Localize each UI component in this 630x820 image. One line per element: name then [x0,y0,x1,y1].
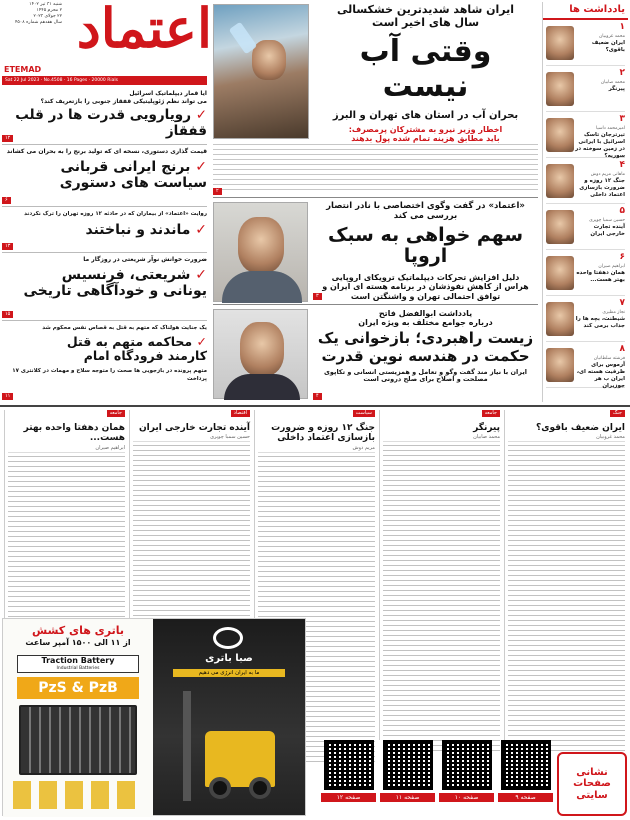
author-avatar [546,302,574,336]
headline-title-text: ماندند و نباختند [85,222,191,238]
story3-photo [213,309,308,399]
story3-kicker: یادداشت ابوالفضل فاتح [378,309,473,318]
note-number: ۱ [619,21,625,32]
note-number: ۲ [619,67,625,78]
left-headline-item[interactable] [2,210,207,250]
note-item[interactable] [546,114,625,158]
notes-sidebar [542,2,628,402]
author-avatar [546,26,574,60]
divider [2,252,207,253]
headline-title-text: رویارویی قدرت ها در قلب قفقاز [15,107,207,139]
qr-code [383,740,433,790]
article-author: محمد صابیان [383,433,500,442]
headline-title-text: برنج ایرانی قربانی سیاست های دستوری [59,159,207,192]
story2-deck: هراس از کاهش نفوذشان در برنامه هسته ای ایران و [322,282,529,292]
ad-models: PzS & PzB [17,677,139,699]
note-title: آرموس برای ظرفیت هسته ای، ایران ب هر جوزیران [576,361,625,389]
headline-title [2,159,207,191]
qr-card[interactable] [498,736,553,818]
top-story-kicker: ایران شاهد شدیدترین خشکسالی [336,3,515,16]
author-avatar [546,118,574,152]
photo-figure [252,40,286,80]
article-title: همان دهفتا واحده بهتر هست... [23,423,125,444]
note-item[interactable] [546,298,625,342]
headline-kicker: یک جنایت هولناک که متهم به قتل به قصاص نفس محکوم شد [42,325,207,331]
article-body [133,445,250,635]
story3[interactable] [313,309,538,399]
masthead-logo: اعتماد [76,0,212,60]
note-number: ۷ [619,297,625,308]
bottom-article[interactable] [504,410,628,740]
divider [2,144,207,145]
note-author: نجاز مظیری [602,309,625,315]
note-author: محمد صابیان [600,79,625,85]
article-body [383,445,500,755]
qr-page-label: صفحه ۱۱ [380,793,435,802]
divider [213,304,538,305]
note-author: ابراهیم صیران [598,263,625,269]
note-item[interactable] [546,68,625,112]
ad-forklift-brand: صبا باتری [205,653,253,664]
left-headline-item[interactable] [2,90,207,142]
qr-card[interactable] [321,736,376,818]
author-avatar [546,210,574,244]
author-avatar [546,164,574,198]
note-title: شیطنت، بچه ها را جذاب برمی کند [575,315,625,329]
photo-shirt [224,374,300,400]
note-title: تیرترجان تاسک اسرائیل با ایرانی در زمین سوخته در سوریه؟ [575,131,625,159]
headline-title-text: محاکمه متهم به قتل کارمند فرودگاه امام [66,334,207,364]
section-tag: جنگ [610,410,625,417]
note-item[interactable] [546,206,625,250]
qr-page-label: صفحه ۹ [498,793,553,802]
headline-body: متهم پرونده در بازجویی ها صحت را متوجه سلاح و مهمات در کلانتری ۱۷ پرداخت [12,367,207,382]
note-author: حسین سمبا چوپری [589,217,625,223]
headline-title [2,108,207,139]
note-title: جنگ ۱۲ روزه و ضرورت بازسازی اعتماد داخلی [579,177,625,198]
article-author: حسین سمبا چوپری [133,433,250,442]
story2-title: سهم خواهی به سبک اروپا [327,223,524,268]
photo-figure [238,217,284,273]
ad-subtitle: از ۱۱ الی ۱۵۰۰ آمپر ساعت [25,637,131,647]
section-tag: اقتصاد [231,410,250,417]
headline-title [2,335,207,364]
check-icon: ✓ [196,334,207,349]
masthead [2,0,212,87]
headline-title-text: شریعتی، فرنسیس یونانی و خودآگاهی تاریخی [23,267,207,300]
ad-brand: Traction Battery [41,656,115,665]
note-title: همان دهفتا واحده بهتر هست... [576,269,625,283]
top-story-sub: اخطار وزیر نیرو به مشترکان پرمصرف: [348,124,503,134]
top-story-photo [213,4,309,139]
divider [213,197,538,198]
bottom-article[interactable] [379,410,503,740]
section-tag: سیاست [353,410,375,417]
story3-title: حکمت در هندسه نوین قدرت [321,346,530,365]
note-item[interactable] [546,252,625,296]
photo-shirt [222,271,302,303]
note-number: ۸ [619,343,625,354]
headline-title [2,267,207,299]
divider [2,206,207,207]
page-badge: ۱۳ [2,243,13,250]
battery-ad[interactable] [2,618,306,816]
note-item[interactable] [546,160,625,204]
check-icon: ✓ [195,107,207,123]
qr-row [318,736,553,818]
date-line: شنبه ۳۱ تیر ۱۴۰۲ [29,2,62,7]
note-title: ایران ضعیف باقوی؟ [591,39,625,53]
qr-code [442,740,492,790]
note-title: پیرنگر [608,85,625,92]
article-author: ابراهیم صیران [8,444,125,453]
ad-logo-icon [213,627,243,649]
masthead-footer-bar [2,76,207,85]
page-badge: ۳ [313,293,322,300]
battery-illustration [19,705,137,775]
page-badge: ۶ [2,197,11,204]
headline-kicker: ایا قمار دیپلماتیک اسرائیل [129,90,207,97]
author-avatar [546,256,574,290]
photo-figure [240,322,284,376]
check-icon: ✓ [195,267,207,283]
notes-header: یادداشت ها [543,2,628,20]
page-badge: ۲ [213,188,222,195]
bottom-article[interactable] [4,410,128,620]
story3-deck: ایران با نیاز مند گفت وگو و تعامل و همزیستی انسانی و تکاپوی [323,367,528,376]
qr-card[interactable] [380,736,435,818]
note-author: امیرمحمد داسیا [596,125,625,131]
left-headlines [2,90,207,402]
note-author: محمد غروبیان [598,33,625,39]
page-badge: ۱۲ [2,135,13,142]
headline-kicker: روایت «اعتماد» از بیماران که در حادثه ۱۲ روزه تهران را ترک نکردند [24,211,207,217]
story3-title: زیست راهبردی؛ بازخوانی یک [317,329,534,348]
fold-line [0,405,630,407]
section-tag: جامعه [482,410,500,417]
top-story-kicker: سال های اخیر است [371,15,480,29]
story3-kicker: درباره جوامع مختلف به ویژه ایران [358,318,493,328]
masthead-footer-text: Sat 22 Jul 2023 · No.4508 · 16 Pages · 20000 Rials [5,78,118,83]
ad-right [153,619,305,815]
forklift-icons [13,781,143,809]
article-title: آینده تجارت خارجی ایران [139,423,250,433]
story2-photo [213,202,308,302]
ad-left [3,619,153,817]
qr-label-box[interactable] [557,752,627,816]
article-title: ایران ضعیف باقوی؟ [535,423,625,433]
note-number: ۵ [619,205,625,216]
article-title: جنگ ۱۲ روزه و ضرورت بازسازی اعتماد داخلی [271,423,375,444]
qr-page-label: صفحه ۱۰ [439,793,494,802]
note-title: آینده تجارت خارجی ایران [590,223,625,237]
headline-kicker: ضرورت خوانش نوآر شریعتی در روزگار ما [83,256,207,263]
date-line: ۲ محرم ۱۴۴۵ [36,8,62,13]
story2[interactable] [313,202,538,302]
article-title: پیرنگر [473,423,500,433]
note-author: فرشته سلطانیان [593,355,625,361]
check-icon: ✓ [195,222,207,238]
note-number: ۴ [619,159,625,170]
date-line: ۲۲ جولای ۲۰۲۳ [33,14,62,19]
top-story-body [213,144,538,192]
story2-deck: توافق احتمالی تهران و واشنگتن است [350,291,501,301]
bottom-article[interactable] [129,410,253,620]
forklift-illustration [177,691,281,801]
left-headline-item[interactable] [2,148,207,204]
qr-page-label: صفحه ۱۲ [321,793,376,802]
top-story-sub: بحران آب در استان های تهران و البرز [332,110,519,122]
story2-kicker: بررسی می کند [393,210,458,221]
forklift-mast [183,691,191,801]
headline-title [2,222,207,238]
qr-code [324,740,374,790]
story2-kicker: «اعتماد» در گفت وگوی اختصاصی با نادر انتصار [326,201,525,211]
forklift-wheel [209,777,231,799]
masthead-date-block [2,2,62,62]
notes-list [543,20,628,392]
article-author: مریم دوش [258,444,375,453]
qr-code [501,740,551,790]
forklift-wheel [249,777,271,799]
ad-brand-box [17,655,139,673]
author-avatar [546,72,574,106]
author-avatar [546,348,574,382]
page-badge: ۱۵ [2,311,13,318]
story2-deck: دلیل افزایش تحرکات دیپلماتیک ترویکای اروپایی [331,273,520,283]
note-item[interactable] [546,22,625,66]
note-item[interactable] [546,344,625,388]
page-badge: ۴ [313,393,322,400]
article-author: محمد غروبیان [508,433,625,442]
qr-card[interactable] [439,736,494,818]
headline-kicker: قیمت گذاری دستوری، نسخه ای که تولید برنج را به بحران می کشاند [6,148,207,155]
ad-slogan: ما به ایران انرژی می دهیم [173,669,285,677]
page-badge: ۱۱ [2,393,13,400]
left-headline-item[interactable] [2,256,207,318]
top-story-title: وقتی آب نیست [359,34,492,104]
section-tag: جامعه [107,410,125,417]
check-icon: ✓ [195,159,207,175]
top-story-sub: باید مطابق هزینه تمام شده پول بدهند [351,133,500,143]
divider [2,320,207,321]
note-author: ماهانی مریم دوش [590,171,625,177]
qr-label: نشانی صفحات سایتی [573,766,611,801]
story3-deck: مصلحت و اصلاح برای صلح درونی است [363,375,488,384]
date-line: سال هفدهم شماره ۴۵۰۸ [14,20,62,25]
ad-brand-sub: Industrial Batteries [56,666,100,671]
left-headline-item[interactable] [2,324,207,400]
ad-title: باتری های کشش [32,624,124,637]
note-number: ۶ [619,251,625,262]
masthead-latin: ETEMAD [4,65,42,74]
note-number: ۳ [619,113,625,124]
article-body [508,445,625,755]
headline-kicker: می تواند نظم ژئوپلیتیکی قفقاز جنوبی را بازتعریف کند؟ [40,98,207,105]
